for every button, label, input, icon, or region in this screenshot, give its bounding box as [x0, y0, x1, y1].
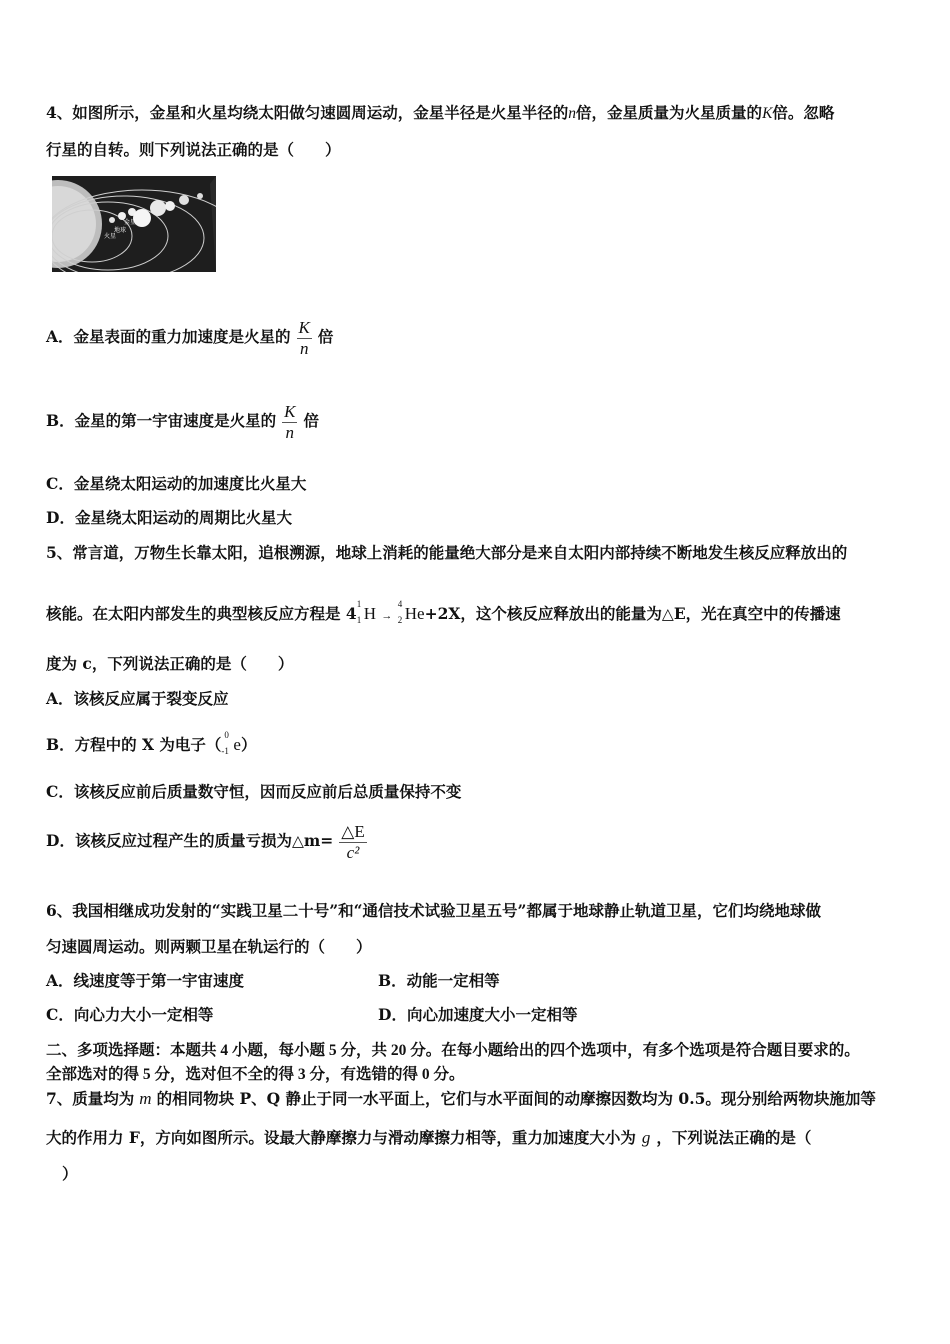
figure-label-mars: 火星 [104, 233, 117, 240]
q7-line2 [46, 1128, 811, 1148]
arrow: → [381, 610, 393, 622]
section2-line2: 全部选对的得 5 分，选对但不全的得 3 分，有选错的得 0 分。 [46, 1066, 465, 1083]
solar-system-image [52, 176, 216, 272]
q5-line2 [46, 599, 841, 626]
h-charge: 1 [356, 615, 362, 625]
q7-line1-post: 的相同物块 P、Q 静止于同一水平面上，它们与水平面间的动摩擦因数均为 0.5。现分别给两物块施加等 [156, 1089, 876, 1108]
h-mass: 1 [356, 599, 362, 609]
e-charge: -1 [221, 746, 229, 756]
q5-option-a: A．该核反应属于裂变反应 [46, 689, 229, 708]
q4-line2: 行星的自转。则下列说法正确的是（ ） [46, 140, 341, 159]
frac-num: △E [341, 821, 365, 841]
q5-optD-fraction [339, 822, 366, 863]
q5-option-d [46, 820, 373, 863]
q6-line1: 6、我国相继成功发射的“实践卫星二十号”和“通信技术试验卫星五号”都属于地球静止轨道卫星，它们均绕地球做 [46, 901, 821, 920]
q5-option-b [46, 730, 257, 756]
q4-optA-text: A．金星表面的重力加速度是火星的 [46, 327, 291, 346]
q4-optA-post: 倍 [317, 327, 334, 346]
frac-den: c² [339, 842, 366, 863]
q4-optB-text: B．金星的第一宇宙速度是火星的 [46, 411, 277, 430]
q6-line2: 匀速圆周运动。则两颗卫星在轨运行的（ ） [46, 937, 372, 956]
q6-option-b: B．动能一定相等 [378, 971, 500, 990]
q4-line1c: 倍。忽略 [772, 103, 835, 122]
q4-n: n [568, 105, 577, 122]
he-symbol: He [404, 604, 425, 623]
q6-option-c: C．向心力大小一定相等 [46, 1005, 214, 1024]
figure-label-venus: 金星 [124, 219, 137, 226]
frac-num: K [298, 317, 310, 337]
q5-line3: 度为 c，下列说法正确的是（ ） [46, 654, 294, 673]
q7-g: g [641, 1128, 651, 1147]
hydrogen-nuclide [356, 599, 376, 625]
q5-line1: 5、常言道，万物生长靠太阳，追根溯源，地球上消耗的能量绝大部分是来自太阳内部持续不断地发生核反应释放出的 [46, 543, 848, 562]
q4-optB-fraction [282, 402, 297, 443]
he-charge: 2 [397, 615, 403, 625]
q5-optB-pre: B．方程中的 X 为电子（ [46, 735, 222, 754]
section2-line1: 二、多项选择题：本题共 4 小题，每小题 5 分，共 20 分。在每小题给出的四个选项中，有多个选项是符合题目要求的。 [46, 1042, 860, 1059]
q4-line1-text: 4、如图所示，金星和火星均绕太阳做匀速圆周运动，金星半径是火星半径的 [46, 103, 569, 122]
q7-line2-post: ，下列说法正确的是（ [656, 1128, 812, 1147]
q5-option-c: C．该核反应前后质量数守恒，因而反应前后总质量保持不变 [46, 782, 462, 801]
he-mass: 4 [397, 599, 403, 609]
q4-option-d: D．金星绕太阳运动的周期比火星大 [46, 508, 292, 527]
q4-option-c: C．金星绕太阳运动的加速度比火星大 [46, 474, 307, 493]
e-symbol: e [233, 735, 241, 754]
q4-optA-fraction [297, 318, 312, 359]
q4-k: K [762, 105, 773, 122]
q4-option-a [46, 316, 333, 359]
figure-label-earth: 地球 [114, 227, 127, 234]
q7-line3: ） [62, 1164, 78, 1183]
frac-den: n [282, 422, 297, 443]
q4-option-b [46, 400, 319, 443]
q5-optB-post: ） [240, 735, 257, 754]
frac-num: K [284, 401, 296, 421]
q6-option-a: A．线速度等于第一宇宙速度 [46, 971, 245, 990]
q5-line2-post: +2X，这个核反应释放出的能量为△E，光在真空中的传播速 [424, 604, 841, 623]
q7-m: m [139, 1089, 152, 1108]
q4-line1b: 倍，金星质量为火星质量的 [576, 103, 763, 122]
q6-option-d: D．向心加速度大小一定相等 [378, 1005, 578, 1024]
e-mass: 0 [224, 730, 229, 740]
q4-optB-post: 倍 [303, 411, 319, 430]
q4-line1 [46, 103, 834, 124]
q5-line2-pre: 核能。在太阳内部发生的典型核反应方程是 4 [46, 604, 357, 623]
frac-den: n [297, 338, 312, 359]
electron-nuclide [221, 730, 241, 756]
q7-line2-pre: 大的作用力 F，方向如图所示。设最大静摩擦力与滑动摩擦力相等，重力加速度大小为 [46, 1128, 636, 1147]
q7-line1-pre: 7、质量均为 [46, 1089, 135, 1108]
h-symbol: H [363, 604, 376, 623]
helium-nuclide [397, 599, 425, 625]
q7-line1 [46, 1089, 876, 1109]
q5-optD-pre: D．该核反应过程产生的质量亏损为△m= [46, 831, 334, 850]
